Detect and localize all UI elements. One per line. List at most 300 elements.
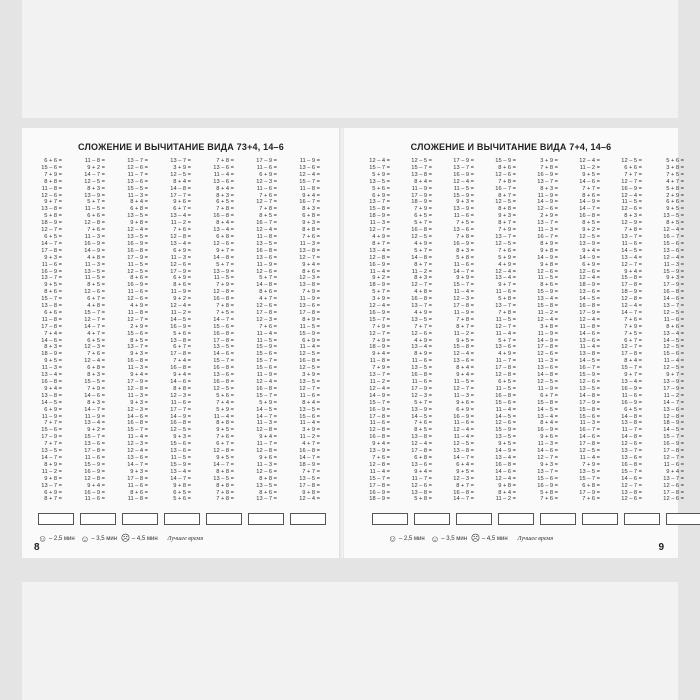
exercise: 13 – 7 = (453, 164, 474, 171)
exercise: 6 + 5 = (44, 233, 62, 240)
exercise: 7 + 5 = (216, 309, 234, 316)
time-box (498, 513, 534, 525)
exercise: 7 + 9 = (302, 289, 320, 296)
exercise: 14 – 8 = (170, 185, 191, 192)
exercise: 11 – 6 = (663, 461, 684, 468)
exercise: 8 + 8 = (216, 468, 234, 475)
exercise: 15 – 6 = (663, 351, 684, 358)
exercise: 8 + 7 = (456, 482, 474, 489)
exercise: 16 – 8 = (411, 227, 432, 234)
exercise: 7 + 8 = (540, 164, 558, 171)
exercise: 12 – 4 = (299, 496, 320, 503)
exercise: 16 – 9 = (369, 261, 390, 268)
exercise: 17 – 9 = (453, 158, 474, 164)
exercise: 15 – 7 = (453, 282, 474, 289)
exercise: 14 – 5 = (579, 358, 600, 365)
exercise: 5 + 7 = (216, 261, 234, 268)
exercise: 11 – 7 = (495, 358, 516, 365)
exercise: 13 – 7 = (170, 158, 191, 164)
exercise: 17 – 8 = (663, 489, 684, 496)
exercise: 9 + 3 = (498, 213, 516, 220)
exercise: 16 – 9 = (537, 171, 558, 178)
exercise: 5 + 9 = (372, 171, 390, 178)
exercise: 12 – 4 = (621, 303, 642, 310)
exercise: 17 – 9 = (579, 309, 600, 316)
exercise: 14 – 5 = (621, 247, 642, 254)
exercise: 8 + 4 = (540, 420, 558, 427)
exercise: 6 + 8 = (216, 233, 234, 240)
exercise: 13 – 9 = (453, 206, 474, 213)
mid-time: 3,5 мин (446, 536, 468, 543)
exercise: 14 – 7 = (453, 496, 474, 503)
exercise: 6 + 9 = (302, 337, 320, 344)
exercise: 9 + 4 = (302, 192, 320, 199)
exercise-column (560, 158, 600, 503)
exercise: 8 + 3 = (624, 213, 642, 220)
exercise: 6 + 9 = (259, 171, 277, 178)
exercise: 12 – 6 = (127, 164, 148, 171)
exercise: 15 – 8 = (537, 399, 558, 406)
exercise: 17 – 9 = (127, 254, 148, 261)
exercise: 11 – 4 = (369, 268, 390, 275)
exercise: 12 – 5 = (170, 171, 191, 178)
exercise: 3 + 9 = (173, 164, 191, 171)
exercise: 11 – 9 = (537, 192, 558, 199)
exercise: 11 – 9 = (453, 309, 474, 316)
exercise: 12 – 4 = (663, 227, 684, 234)
exercise: 16 – 8 = (621, 461, 642, 468)
exercise: 11 – 4 = (213, 413, 234, 420)
exercise: 12 – 6 = (495, 420, 516, 427)
exercise: 7 + 9 = (624, 323, 642, 330)
exercise: 17 – 9 = (411, 385, 432, 392)
exercise: 9 + 2 = (582, 227, 600, 234)
exercise: 13 – 7 = (411, 303, 432, 310)
exercise: 13 – 6 = (299, 164, 320, 171)
exercise: 11 – 3 = (663, 261, 684, 268)
exercise: 12 – 7 = (299, 254, 320, 261)
exercise: 12 – 4 = (495, 268, 516, 275)
exercise: 5 + 7 = (498, 337, 516, 344)
exercise: 8 + 3 = (87, 185, 105, 192)
exercise: 6 + 9 = (582, 261, 600, 268)
exercise: 6 + 7 = (540, 392, 558, 399)
exercise: 14 – 9 = (537, 199, 558, 206)
exercise: 13 – 6 = (495, 344, 516, 351)
exercise: 7 + 6 = (259, 192, 277, 199)
exercise: 7 + 8 = (216, 496, 234, 503)
exercise: 7 + 6 = (540, 496, 558, 503)
exercise: 15 – 9 = (84, 461, 105, 468)
exercise: 15 – 6 = (537, 475, 558, 482)
exercise: 16 – 9 = (369, 309, 390, 316)
exercise-column (392, 158, 432, 503)
exercise: 13 – 7 = (369, 199, 390, 206)
exercise: 4 + 9 = (498, 261, 516, 268)
bad-time: 4,5 мин (486, 536, 508, 543)
exercise: 11 – 4 = (369, 468, 390, 475)
exercise: 9 + 4 = (130, 372, 148, 379)
exercise: 13 – 6 = (84, 441, 105, 448)
exercise: 17 – 9 = (579, 489, 600, 496)
exercise: 17 – 8 = (170, 351, 191, 358)
exercise: 12 – 5 = (495, 240, 516, 247)
exercise: 12 – 6 = (663, 496, 684, 503)
exercise: 16 – 8 = (41, 379, 62, 385)
exercise: 13 – 6 = (663, 406, 684, 413)
exercise: 12 – 8 = (621, 296, 642, 303)
exercise: 7 + 6 = (87, 351, 105, 358)
exercise: 8 + 5 = (87, 282, 105, 289)
exercise: 12 – 6 = (621, 496, 642, 503)
exercise: 14 – 9 = (537, 254, 558, 261)
exercise: 9 + 7 = (624, 372, 642, 379)
exercise: 12 – 8 = (369, 427, 390, 434)
exercise: 15 – 7 = (256, 392, 277, 399)
exercise: 17 – 8 = (213, 337, 234, 344)
exercise: 11 – 5 = (127, 261, 148, 268)
exercise: 14 – 7 = (84, 406, 105, 413)
exercise: 6 + 7 = (173, 206, 191, 213)
exercise: 17 – 8 = (621, 282, 642, 289)
exercise: 12 – 4 = (411, 441, 432, 448)
exercise: 11 – 6 = (369, 420, 390, 427)
exercise: 13 – 7 = (41, 482, 62, 489)
exercise: 12 – 6 = (537, 206, 558, 213)
exercise: 17 – 9 = (170, 268, 191, 275)
exercise: 4 + 9 = (414, 309, 432, 316)
exercise: 16 – 7 = (299, 199, 320, 206)
exercise: 13 – 6 = (621, 454, 642, 461)
exercise: 11 – 5 = (453, 379, 474, 385)
exercise: 14 – 9 = (84, 247, 105, 254)
exercise: 11 – 3 = (127, 392, 148, 399)
exercise: 15 – 6 = (41, 164, 62, 171)
exercise: 11 – 8 = (41, 316, 62, 323)
exercise: 14 – 6 = (495, 468, 516, 475)
exercise: 8 + 8 = (216, 482, 234, 489)
exercise: 13 – 5 = (411, 365, 432, 372)
exercise: 11 – 6 = (453, 420, 474, 427)
exercise: 13 – 6 = (663, 247, 684, 254)
exercise: 8 + 5 = (666, 220, 684, 227)
exercise: 16 – 8 = (663, 289, 684, 296)
exercise: 11 – 6 = (256, 185, 277, 192)
exercise: 11 – 4 = (495, 330, 516, 337)
exercise: 14 – 8 = (213, 254, 234, 261)
exercise: 13 – 6 = (213, 372, 234, 379)
exercise: 12 – 6 = (621, 206, 642, 213)
exercise: 17 – 8 = (663, 448, 684, 455)
exercise: 8 + 6 = (582, 192, 600, 199)
exercise: 6 + 5 = (498, 379, 516, 385)
exercise: 12 – 7 = (621, 261, 642, 268)
exercise-column (434, 158, 474, 503)
exercise: 18 – 9 = (299, 461, 320, 468)
exercise: 6 + 7 = (216, 441, 234, 448)
exercise: 11 – 5 = (495, 385, 516, 392)
exercise: 11 – 5 = (621, 199, 642, 206)
exercise: 13 – 7 = (256, 496, 277, 503)
exercise: 11 – 4 = (663, 358, 684, 365)
exercise: 12 – 6 = (663, 482, 684, 489)
exercise: 16 – 8 = (213, 365, 234, 372)
exercise: 9 + 8 = (540, 261, 558, 268)
exercise: 12 – 3 = (453, 475, 474, 482)
exercise: 15 – 7 = (369, 475, 390, 482)
exercise: 12 – 5 = (411, 158, 432, 164)
exercise: 8 + 3 = (414, 275, 432, 282)
exercise: 13 – 7 = (495, 303, 516, 310)
exercise: 11 – 8 = (41, 185, 62, 192)
exercise: 14 – 7 = (84, 323, 105, 330)
exercise: 17 – 8 = (369, 482, 390, 489)
exercise: 16 – 8 = (299, 448, 320, 455)
exercise: 11 – 2 = (495, 496, 516, 503)
exercise: 15 – 8 = (621, 275, 642, 282)
exercise: 14 – 5 = (256, 406, 277, 413)
exercise: 12 – 4 = (495, 475, 516, 482)
exercise: 16 – 9 = (127, 240, 148, 247)
exercise: 13 – 6 = (170, 448, 191, 455)
exercise: 12 – 6 = (170, 261, 191, 268)
exercise: 14 – 6 = (579, 178, 600, 185)
time-box (456, 513, 492, 525)
exercise: 13 – 5 = (369, 178, 390, 185)
exercise: 11 – 4 = (579, 344, 600, 351)
exercise-column (151, 158, 191, 503)
exercise: 13 – 5 = (84, 268, 105, 275)
exercise: 9 + 4 = (302, 261, 320, 268)
page-title: СЛОЖЕНИЕ И ВЫЧИТАНИЕ ВИДА 7+4, 14–6 (410, 142, 612, 152)
exercise: 12 – 5 = (495, 199, 516, 206)
exercise: 16 – 9 = (537, 482, 558, 489)
exercise: 13 – 5 = (579, 385, 600, 392)
exercise: 14 – 7 = (453, 454, 474, 461)
exercise: 9 + 3 = (456, 199, 474, 206)
exercise: 6 + 4 = (456, 461, 474, 468)
exercise: 13 – 7 = (663, 303, 684, 310)
exercise: 12 – 5 = (663, 365, 684, 372)
best-time-label: Лучшее время (167, 536, 203, 543)
exercise: 12 – 4 = (537, 316, 558, 323)
exercise: 15 – 8 = (453, 344, 474, 351)
exercise: 8 + 8 = (498, 206, 516, 213)
exercise: 6 + 8 = (302, 213, 320, 220)
exercise: 9 + 5 = (44, 358, 62, 365)
exercise: 13 – 4 = (213, 227, 234, 234)
exercise: 7 + 8 = (624, 227, 642, 234)
exercise-column (518, 158, 558, 503)
time-box (540, 513, 576, 525)
exercise: 11 – 2 = (663, 392, 684, 399)
exercise-column (350, 158, 390, 503)
exercise: 12 – 7 = (537, 454, 558, 461)
exercise: 12 – 3 = (170, 392, 191, 399)
exercise: 15 – 7 = (84, 309, 105, 316)
exercise: 9 + 3 = (173, 434, 191, 441)
exercise: 11 – 6 = (170, 399, 191, 406)
exercise: 8 + 9 = (414, 351, 432, 358)
exercise: 9 + 5 = (216, 454, 234, 461)
exercise: 16 – 8 = (170, 365, 191, 372)
exercise: 11 – 3 = (537, 227, 558, 234)
time-box (582, 513, 618, 525)
exercise: 6 + 5 = (87, 337, 105, 344)
exercise: 11 – 6 = (84, 496, 105, 503)
exercise: 11 – 7 = (621, 427, 642, 434)
exercise: 14 – 7 = (453, 268, 474, 275)
exercise: 14 – 9 = (579, 254, 600, 261)
exercise: 8 + 3 = (44, 344, 62, 351)
exercise-column (476, 158, 516, 503)
exercise: 4 + 7 = (666, 178, 684, 185)
exercise: 12 – 3 = (256, 316, 277, 323)
exercise: 11 – 6 = (453, 261, 474, 268)
exercise: 15 – 9 = (495, 427, 516, 434)
exercise: 12 – 8 = (369, 461, 390, 468)
exercise: 5 + 7 = (372, 289, 390, 296)
exercise: 12 – 3 = (127, 406, 148, 413)
exercise: 11 – 7 = (411, 475, 432, 482)
exercise: 16 – 9 = (453, 171, 474, 178)
exercise: 17 – 9 = (41, 434, 62, 441)
exercise: 14 – 9 = (495, 448, 516, 455)
exercise: 5 + 9 = (216, 406, 234, 413)
exercise: 3 + 9 = (302, 372, 320, 379)
exercise: 6 + 8 = (582, 482, 600, 489)
exercise: 11 – 5 = (299, 323, 320, 330)
exercise: 13 – 8 = (41, 392, 62, 399)
exercise: 13 – 7 = (127, 344, 148, 351)
exercise: 6 + 9 = (372, 192, 390, 199)
exercise: 13 – 4 = (537, 296, 558, 303)
exercise: 11 – 9 = (41, 413, 62, 420)
exercise: 11 – 2 = (299, 434, 320, 441)
exercise: 13 – 6 = (213, 164, 234, 171)
exercise: 9 + 8 = (173, 482, 191, 489)
exercise: 13 – 5 = (256, 240, 277, 247)
exercise: 15 – 8 = (369, 206, 390, 213)
exercise: 12 – 4 = (299, 171, 320, 178)
exercise: 11 – 4 = (256, 330, 277, 337)
exercise: 8 + 9 = (44, 461, 62, 468)
exercise: 14 – 6 = (127, 413, 148, 420)
exercise: 16 – 8 = (213, 296, 234, 303)
exercise: 13 – 9 = (579, 240, 600, 247)
exercise: 5 + 6 = (666, 158, 684, 164)
exercise: 9 + 3 = (130, 468, 148, 475)
exercise: 12 – 7 = (41, 227, 62, 234)
exercise: 9 + 2 = (87, 164, 105, 171)
exercise: 16 – 9 = (84, 240, 105, 247)
exercise: 14 – 9 = (579, 199, 600, 206)
exercise: 11 – 6 = (84, 454, 105, 461)
exercise: 8 + 5 = (259, 213, 277, 220)
exercise: 11 – 6 = (127, 289, 148, 296)
time-box (206, 513, 242, 525)
exercise: 15 – 7 = (579, 475, 600, 482)
exercise: 11 – 2 = (170, 220, 191, 227)
exercise: 13 – 7 = (495, 233, 516, 240)
exercise: 12 – 6 = (495, 171, 516, 178)
exercise: 18 – 9 = (621, 289, 642, 296)
mid-time: 3,5 мин (96, 536, 118, 543)
exercise: 9 + 5 = (456, 468, 474, 475)
exercise: 15 – 9 = (663, 268, 684, 275)
exercise: 6 + 5 = (624, 406, 642, 413)
exercise: 11 – 5 = (453, 185, 474, 192)
exercise: 15 – 6 = (299, 413, 320, 420)
exercise: 11 – 8 = (579, 323, 600, 330)
exercise: 16 – 7 = (495, 185, 516, 192)
exercise: 7 + 6 = (216, 434, 234, 441)
exercise: 16 – 8 = (411, 296, 432, 303)
exercise: 12 – 4 = (453, 427, 474, 434)
best-time-label: Лучшее время (517, 536, 553, 543)
exercise: 12 – 4 = (256, 379, 277, 385)
exercise: 11 – 4 = (579, 454, 600, 461)
exercise: 17 – 8 = (256, 309, 277, 316)
exercise: 12 – 4 = (579, 158, 600, 164)
exercise: 7 + 8 = (498, 178, 516, 185)
exercise: 9 + 4 = (87, 482, 105, 489)
exercise: 7 + 7 = (302, 468, 320, 475)
exercise: 13 – 6 = (127, 178, 148, 185)
exercise: 11 – 4 = (495, 406, 516, 413)
exercise: 6 + 5 = (216, 199, 234, 206)
exercise: 13 – 7 = (537, 220, 558, 227)
happy-face-icon: ☺ (388, 533, 398, 544)
exercise: 8 + 4 = (216, 220, 234, 227)
exercise: 13 – 8 = (453, 448, 474, 455)
exercise: 16 – 9 = (663, 441, 684, 448)
exercise: 7 + 9 = (216, 282, 234, 289)
exercise: 13 – 8 = (621, 489, 642, 496)
exercise: 5 + 9 = (498, 254, 516, 261)
sad-face-icon: ☹ (120, 533, 131, 543)
exercise: 9 + 3 = (44, 254, 62, 261)
exercise: 11 – 3 = (127, 192, 148, 199)
exercise: 16 – 9 = (84, 489, 105, 496)
exercise: 12 – 3 = (299, 275, 320, 282)
exercise: 12 – 7 = (127, 316, 148, 323)
exercise: 9 + 4 = (173, 372, 191, 379)
exercise: 9 + 7 = (666, 372, 684, 379)
exercise: 15 – 9 = (453, 192, 474, 199)
exercise: 13 – 8 = (41, 206, 62, 213)
exercise: 16 – 8 = (213, 379, 234, 385)
exercise: 11 – 4 = (453, 289, 474, 296)
exercise: 14 – 9 = (170, 413, 191, 420)
exercise: 17 – 8 = (369, 413, 390, 420)
exercise: 16 – 9 = (537, 427, 558, 434)
exercise: 12 – 6 = (127, 296, 148, 303)
exercise: 7 + 7 = (582, 185, 600, 192)
exercise: 5 + 6 = (372, 185, 390, 192)
exercise: 12 – 7 = (621, 344, 642, 351)
exercise: 9 + 3 = (540, 461, 558, 468)
exercise: 7 + 6 = (414, 420, 432, 427)
exercise: 6 + 8 = (130, 206, 148, 213)
exercise: 11 – 2 = (579, 164, 600, 171)
exercise: 9 + 8 = (540, 247, 558, 254)
exercise: 7 + 9 = (498, 227, 516, 234)
exercise: 9 + 4 = (259, 434, 277, 441)
exercise: 13 – 4 = (41, 372, 62, 379)
exercise: 14 – 6 = (170, 379, 191, 385)
exercise: 7 + 7 = (414, 323, 432, 330)
